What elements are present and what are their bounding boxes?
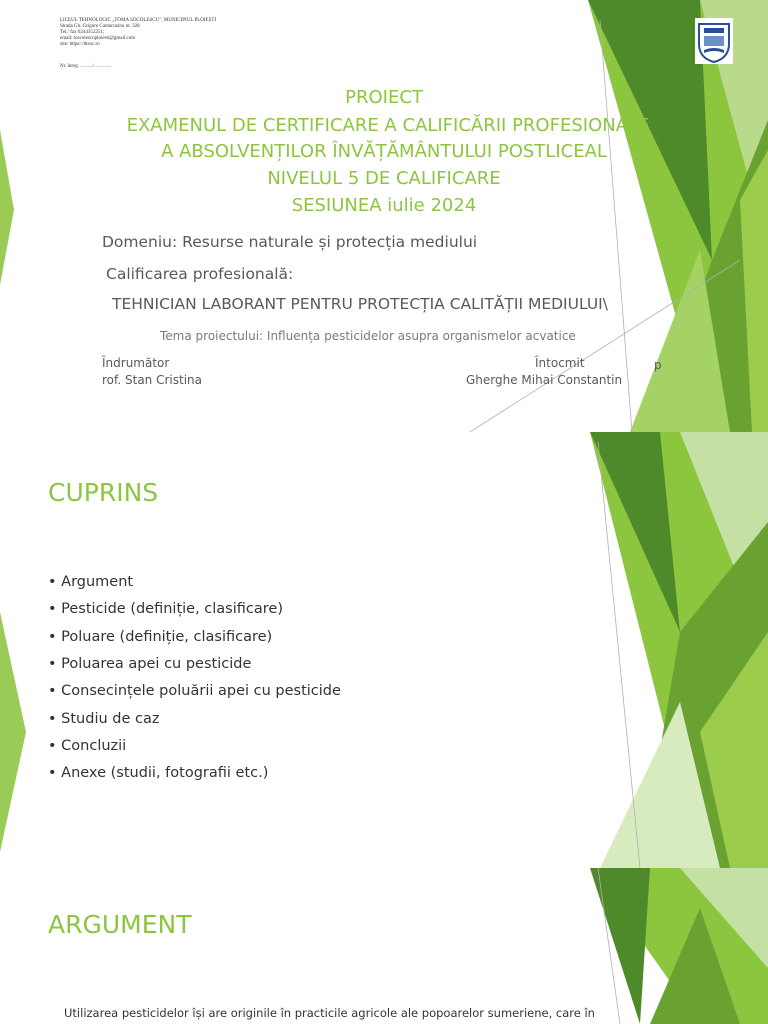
school-email: email: toscolescuploiesti@gmail.com <box>60 36 136 41</box>
author-label: Întocmit <box>535 356 585 370</box>
qualification-title: TEHNICIAN LABORANT PENTRU PROTECȚIA CALITĂȚII MEDIULUI\ <box>112 295 608 313</box>
qualification-label: Calificarea profesională: <box>106 265 294 283</box>
school-address: Strada Gh. Grigore Cantacuzino nr. 328 <box>60 24 140 29</box>
title-level: NIVELUL 5 DE CALIFICARE <box>267 168 501 189</box>
advisor-name: rof. Stan Cristina <box>102 373 202 387</box>
toc-item: • Studiu de caz <box>48 711 160 727</box>
green-decoration <box>0 868 768 1024</box>
author-name: Gherghe Mihai Constantin <box>466 373 623 387</box>
registration-number: Nr. înreg………/……….. <box>60 64 112 69</box>
school-phone: Tel./ fax 0244352251; <box>60 30 105 35</box>
argument-slide <box>0 868 768 1024</box>
toc-item: • Argument <box>48 574 134 590</box>
project-theme: Tema proiectului: Influența pesticidelor asupra organismelor acvatice <box>160 329 576 343</box>
toc-item: • Concluzii <box>48 738 127 754</box>
argument-body: Utilizarea pesticidelor își are originile în practicile agricole ale popoarelor sumeriene, care în <box>64 1006 595 1020</box>
title-project: PROIECT <box>345 87 423 108</box>
toc-item: • Anexe (studii, fotografii etc.) <box>48 765 269 781</box>
title-exam: EXAMENUL DE CERTIFICARE A CALIFICĂRII PROFESIONALE <box>126 115 650 136</box>
title-graduates: A ABSOLVENȚILOR ÎNVĂȚĂMÂNTULUI POSTLICEAL <box>161 141 607 162</box>
title-slide <box>0 0 768 432</box>
school-name: LICEUL TEHNOLOGIC „TOMA SOCOLESCU”, MUNICIPIUL PLOIEȘTI <box>60 18 217 23</box>
title-session: SESIUNEA iulie 2024 <box>291 195 477 216</box>
argument-heading: ARGUMENT <box>48 910 192 939</box>
toc-item: • Poluarea apei cu pesticide <box>48 656 252 672</box>
school-logo <box>695 18 733 64</box>
toc-item: • Poluare (definiție, clasificare) <box>48 629 273 645</box>
contents-heading: CUPRINS <box>48 478 159 507</box>
contents-slide <box>0 432 768 868</box>
advisor-label: Îndrumător <box>102 356 170 370</box>
school-site: site: https://lttsoc.ro <box>60 42 100 47</box>
author-extra: p <box>654 358 662 372</box>
domain-text: Domeniu: Resurse naturale și protecția mediului <box>102 233 478 251</box>
toc-item: • Pesticide (definiție, clasificare) <box>48 601 283 617</box>
toc-item: • Consecințele poluării apei cu pesticide <box>48 683 341 699</box>
